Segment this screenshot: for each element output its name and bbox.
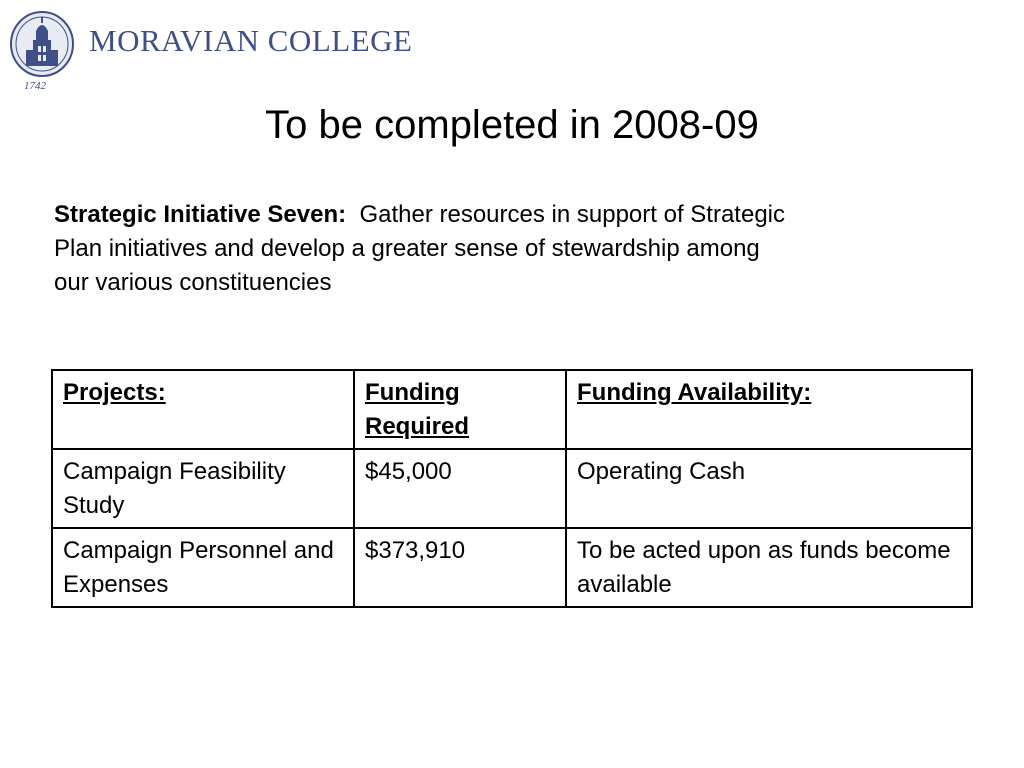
- table-row: [52, 528, 972, 607]
- header-funding-availability: Funding Availability:: [577, 379, 812, 406]
- slide-title: To be completed in 2008-09: [265, 103, 759, 147]
- header-cell-funding-required: [354, 370, 566, 449]
- projects-table: [51, 369, 973, 608]
- availability-cell: To be acted upon as funds become available: [566, 528, 972, 607]
- header-funding-required: Funding Required: [365, 379, 470, 440]
- initiative-label: Strategic Initiative Seven:: [54, 201, 347, 228]
- initiative-text: [54, 198, 934, 300]
- project-cell: Campaign Feasibility Study: [52, 449, 354, 528]
- header-cell-funding-availability: [566, 370, 972, 449]
- table-header-row: [52, 370, 972, 449]
- initiative-line-1-text: Gather resources in support of Strategic: [359, 201, 785, 228]
- logo-wordmark: MORAVIAN COLLEGE: [89, 23, 413, 58]
- header-projects: Projects:: [63, 379, 166, 406]
- availability-cell: Operating Cash: [566, 449, 972, 528]
- header-cell-projects: [52, 370, 354, 449]
- project-cell: Campaign Personnel and Expenses: [52, 528, 354, 607]
- initiative-line-2: Plan initiatives and develop a greater sense of stewardship among: [54, 235, 760, 262]
- table-row: [52, 449, 972, 528]
- logo-year: 1742: [24, 80, 46, 92]
- college-seal-icon: [9, 10, 75, 78]
- initiative-line-3: our various constituencies: [54, 269, 332, 296]
- funding-cell: $45,000: [354, 449, 566, 528]
- initiative-line-1: [54, 198, 934, 232]
- funding-cell: $373,910: [354, 528, 566, 607]
